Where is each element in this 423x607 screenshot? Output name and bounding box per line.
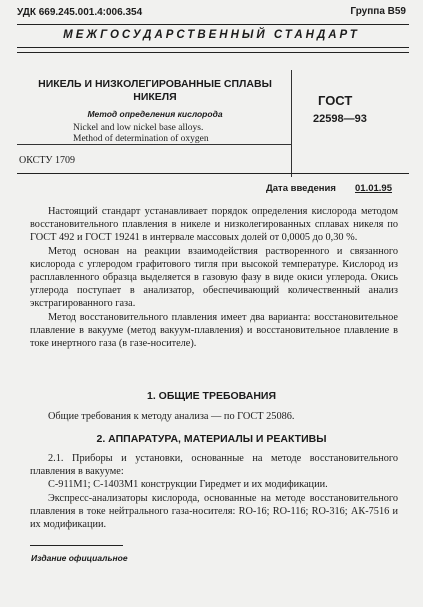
intro-paragraph: Настоящий стандарт устанавливает порядок определения кислорода методом восстановительного плавления в никеле и низколегированных сплавах никеля по ГОСТ 492 и ГОСТ 19241 в интервале массовых долей от 0,0005 до 0,30 %. — [30, 206, 398, 244]
gost-number: 22598—93 — [313, 113, 367, 125]
gost-label: ГОСТ — [318, 93, 353, 108]
title-line-2: НИКЕЛЯ — [133, 91, 177, 103]
title-en — [73, 123, 209, 145]
section-2-paragraph: 2.1. Приборы и установки, основанные на методе восстановительного плавления в вакууме: — [30, 453, 398, 478]
okstu-code: ОКСТУ 1709 — [19, 155, 76, 166]
method-title-ru: Метод определения кислорода — [87, 109, 223, 119]
date-label: Дата введения — [266, 183, 336, 194]
footer-rule — [30, 545, 123, 546]
section-1-heading: 1. ОБЩИЕ ТРЕБОВАНИЯ — [146, 390, 276, 402]
section-2-text — [30, 452, 398, 531]
section-1-paragraph: Общие требования к методу анализа — по ГОСТ 25086. — [48, 411, 295, 422]
section-2-paragraph: С-911М1; С-1403М1 конструкции Гиредмет и их модификации. — [48, 479, 328, 491]
intro-paragraph: Метод основан на реакции взаимодействия растворенного и связанного кислорода с углеродом графитового тигля при высокой температуре. Кислород из расплавленного образца выделяется в газовую фазу в виде окиси углерода. Окись углерода поступает в анализатор, обеспечивающий количественный анализ экстрагированного газа. — [30, 245, 398, 310]
footer-note: Издание официальное — [31, 553, 128, 563]
intro-text — [30, 205, 398, 350]
section-2-paragraph: Экспресс-анализаторы кислорода, основанные на методе восстановительного плавления в токе нейтрального газа-носителя: RO-16; RO-116; RO-316; АК-7516 и их модификации. — [30, 492, 398, 531]
title-divider — [291, 70, 292, 177]
udc-code: УДК 669.245.001.4:006.354 — [17, 7, 143, 18]
section-1-text — [30, 410, 398, 423]
standard-label: МЕЖГОСУДАРСТВЕННЫЙ СТАНДАРТ — [63, 29, 360, 41]
title-en-line-2: Method of determination of oxygen — [73, 134, 209, 144]
document-title — [25, 78, 285, 104]
title-line-1: НИКЕЛЬ И НИЗКОЛЕГИРОВАННЫЕ СПЛАВЫ — [38, 78, 272, 90]
okstu-rule — [17, 173, 409, 174]
top-rule — [17, 24, 409, 25]
group-code: Группа В59 — [350, 6, 406, 17]
standard-rule-2 — [17, 52, 409, 53]
standard-rule-1 — [17, 47, 409, 48]
section-2-heading: 2. АППАРАТУРА, МАТЕРИАЛЫ И РЕАКТИВЫ — [96, 433, 327, 445]
intro-paragraph: Метод восстановительного плавления имеет два варианта: восстановительное плавление в вакууме (метод вакуум-плавления) и восстановительное плавление в токе инертного газа (в газе-носителе). — [30, 311, 398, 350]
date-value: 01.01.95 — [355, 183, 392, 194]
title-en-line-1: Nickel and low nickel base alloys. — [73, 123, 204, 133]
title-bottom-rule — [17, 144, 291, 145]
